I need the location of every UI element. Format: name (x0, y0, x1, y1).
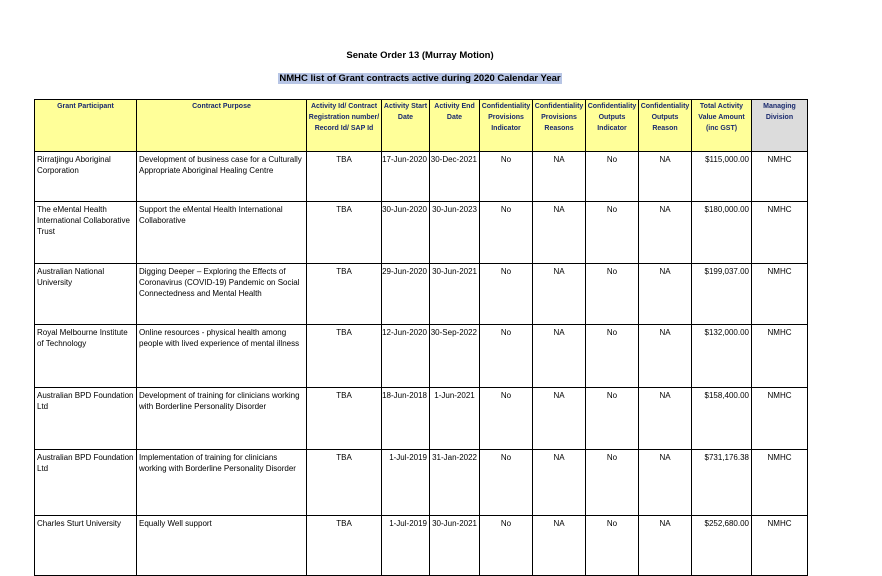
cell-end-date: 30-Sep-2022 (430, 325, 480, 388)
cell-end-date: 1-Jun-2021 (430, 388, 480, 450)
cell-start-date: 1-Jul-2019 (382, 450, 430, 516)
cell-contract-purpose: Support the eMental Health International Collaborative (137, 202, 307, 264)
header-confidentiality-outputs-indicator: Confidentiality Outputs Indicator (586, 100, 639, 152)
cell-outputs-indicator: No (586, 325, 639, 388)
grant-contracts-table (34, 99, 808, 576)
cell-provisions-indicator: No (480, 388, 533, 450)
cell-start-date: 18-Jun-2018 (382, 388, 430, 450)
document-subtitle: NMHC list of Grant contracts active during 2020 Calendar Year (279, 73, 561, 84)
cell-grant-participant: Charles Sturt University (35, 516, 137, 576)
document-subtitle-wrap (0, 68, 840, 86)
cell-provisions-reasons: NA (533, 388, 586, 450)
cell-grant-participant: The eMental Health International Collaborative Trust (35, 202, 137, 264)
cell-end-date: 30-Dec-2021 (430, 152, 480, 202)
header-confidentiality-provisions-indicator: Confidentiality Provisions Indicator (480, 100, 533, 152)
cell-managing-division: NMHC (752, 325, 808, 388)
table-row (35, 152, 808, 202)
header-grant-participant: Grant Participant (35, 100, 137, 152)
header-activity-end-date: Activity End Date (430, 100, 480, 152)
cell-contract-purpose: Development of business case for a Culturally Appropriate Aboriginal Healing Centre (137, 152, 307, 202)
cell-end-date: 30-Jun-2021 (430, 264, 480, 325)
cell-start-date: 29-Jun-2020 (382, 264, 430, 325)
table-row (35, 388, 808, 450)
header-confidentiality-provisions-reasons: Confidentiality Provisions Reasons (533, 100, 586, 152)
cell-contract-purpose: Development of training for clinicians working with Borderline Personality Disorder (137, 388, 307, 450)
cell-managing-division: NMHC (752, 388, 808, 450)
table-row (35, 516, 808, 576)
cell-contract-purpose: Equally Well support (137, 516, 307, 576)
table-header-row (35, 100, 808, 152)
cell-activity-id: TBA (307, 152, 382, 202)
cell-contract-purpose: Implementation of training for clinicians working with Borderline Personality Disorder (137, 450, 307, 516)
cell-provisions-reasons: NA (533, 516, 586, 576)
cell-start-date: 1-Jul-2019 (382, 516, 430, 576)
cell-outputs-reason: NA (639, 264, 692, 325)
cell-total-value: $731,176.38 (692, 450, 752, 516)
cell-grant-participant: Royal Melbourne Institute of Technology (35, 325, 137, 388)
cell-provisions-indicator: No (480, 202, 533, 264)
cell-start-date: 12-Jun-2020 (382, 325, 430, 388)
cell-activity-id: TBA (307, 264, 382, 325)
cell-provisions-indicator: No (480, 325, 533, 388)
cell-total-value: $115,000.00 (692, 152, 752, 202)
header-activity-id: Activity Id/ Contract Registration number/ Record Id/ SAP Id (307, 100, 382, 152)
cell-provisions-reasons: NA (533, 152, 586, 202)
header-activity-start-date: Activity Start Date (382, 100, 430, 152)
cell-outputs-indicator: No (586, 388, 639, 450)
document-title: Senate Order 13 (Murray Motion) (346, 50, 494, 61)
cell-start-date: 30-Jun-2020 (382, 202, 430, 264)
cell-managing-division: NMHC (752, 264, 808, 325)
cell-outputs-indicator: No (586, 152, 639, 202)
table-row (35, 325, 808, 388)
cell-outputs-reason: NA (639, 516, 692, 576)
cell-total-value: $252,680.00 (692, 516, 752, 576)
cell-grant-participant: Australian BPD Foundation Ltd (35, 388, 137, 450)
cell-outputs-reason: NA (639, 325, 692, 388)
header-managing-division: Managing Division (752, 100, 808, 152)
cell-grant-participant: Rirratjingu Aboriginal Corporation (35, 152, 137, 202)
cell-managing-division: NMHC (752, 516, 808, 576)
cell-outputs-reason: NA (639, 152, 692, 202)
table-row (35, 264, 808, 325)
cell-total-value: $132,000.00 (692, 325, 752, 388)
cell-outputs-indicator: No (586, 264, 639, 325)
cell-contract-purpose: Digging Deeper – Exploring the Effects of Coronavirus (COVID-19) Pandemic on Social Connectedness and Mental Health (137, 264, 307, 325)
cell-end-date: 30-Jun-2023 (430, 202, 480, 264)
cell-outputs-indicator: No (586, 202, 639, 264)
cell-provisions-indicator: No (480, 152, 533, 202)
cell-activity-id: TBA (307, 450, 382, 516)
cell-provisions-reasons: NA (533, 202, 586, 264)
cell-end-date: 30-Jun-2021 (430, 516, 480, 576)
cell-grant-participant: Australian BPD Foundation Ltd (35, 450, 137, 516)
cell-activity-id: TBA (307, 325, 382, 388)
cell-provisions-indicator: No (480, 450, 533, 516)
cell-total-value: $158,400.00 (692, 388, 752, 450)
cell-end-date: 31-Jan-2022 (430, 450, 480, 516)
cell-managing-division: NMHC (752, 152, 808, 202)
cell-activity-id: TBA (307, 388, 382, 450)
header-confidentiality-outputs-reason: Confidentiality Outputs Reason (639, 100, 692, 152)
cell-provisions-reasons: NA (533, 450, 586, 516)
cell-provisions-reasons: NA (533, 264, 586, 325)
cell-managing-division: NMHC (752, 450, 808, 516)
table-row (35, 450, 808, 516)
cell-outputs-indicator: No (586, 450, 639, 516)
header-contract-purpose: Contract Purpose (137, 100, 307, 152)
cell-total-value: $199,037.00 (692, 264, 752, 325)
cell-outputs-reason: NA (639, 202, 692, 264)
cell-contract-purpose: Online resources - physical health among people with lived experience of mental illness (137, 325, 307, 388)
cell-outputs-indicator: No (586, 516, 639, 576)
cell-outputs-reason: NA (639, 388, 692, 450)
cell-total-value: $180,000.00 (692, 202, 752, 264)
table-row (35, 202, 808, 264)
cell-activity-id: TBA (307, 202, 382, 264)
header-total-activity-value: Total Activity Value Amount (inc GST) (692, 100, 752, 152)
cell-provisions-indicator: No (480, 264, 533, 325)
cell-activity-id: TBA (307, 516, 382, 576)
cell-outputs-reason: NA (639, 450, 692, 516)
cell-grant-participant: Australian National University (35, 264, 137, 325)
cell-managing-division: NMHC (752, 202, 808, 264)
cell-provisions-reasons: NA (533, 325, 586, 388)
cell-provisions-indicator: No (480, 516, 533, 576)
cell-start-date: 17-Jun-2020 (382, 152, 430, 202)
